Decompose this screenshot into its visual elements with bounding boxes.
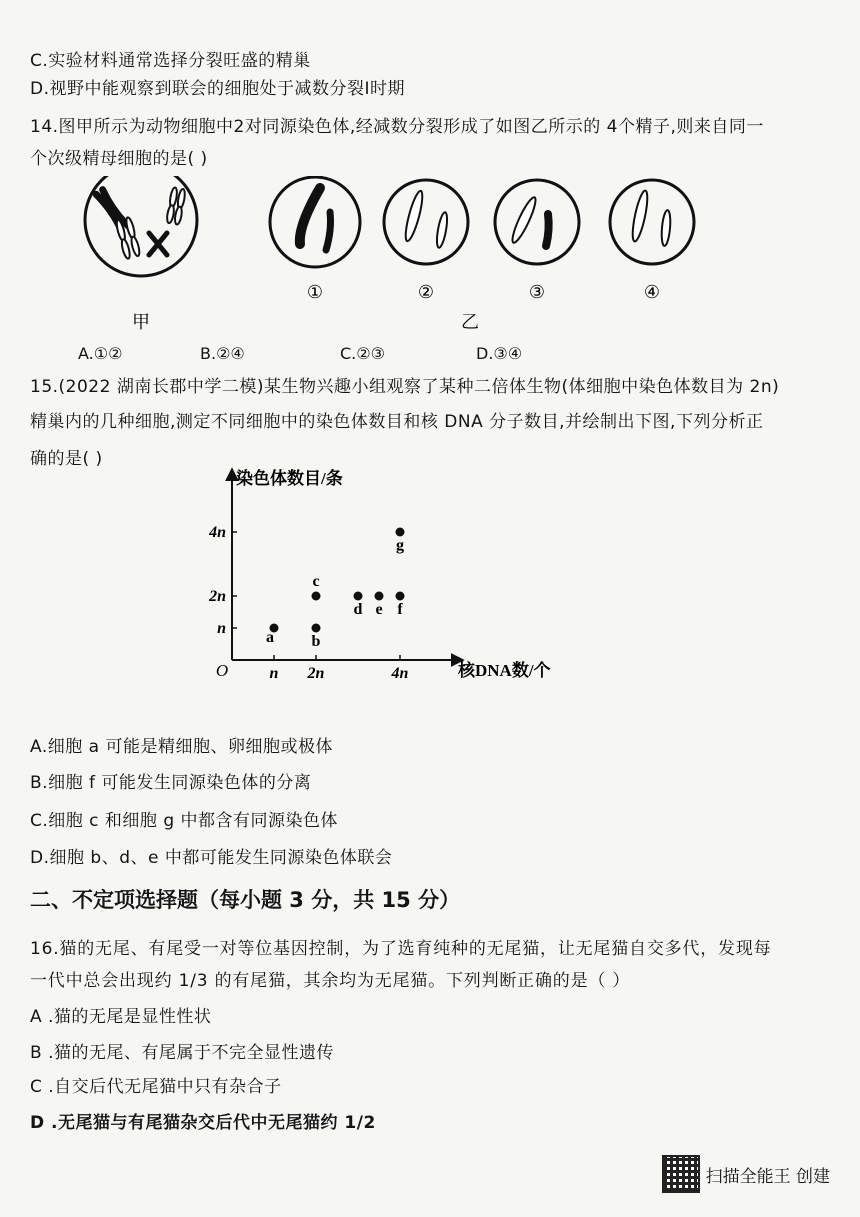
data-label-f: f [397,601,403,618]
q16-option-c: C .自交后代无尾猫中只有杂合子 [30,1077,282,1097]
q15-option-d: D.细胞 b、d、e 中都可能发生同源染色体联会 [30,848,393,868]
data-label-e: e [375,601,383,618]
sperm-1 [270,177,360,267]
q16-option-b: B .猫的无尾、有尾属于不完全显性遗传 [30,1043,334,1063]
q14-option-a: A.①② [78,344,123,363]
scanner-footer [662,1155,830,1193]
q15-scatter-chart [200,462,640,692]
sperm-3 [495,180,579,264]
q14-option-b: B.②④ [200,344,245,363]
sperm-label-4: ④ [643,282,661,302]
q15-stem-line3: 确的是( ) [30,449,103,469]
figure-yi-label: 乙 [461,312,479,332]
y-axis-label: 染色体数目/条 [236,469,343,488]
y-tick-label: 4n [209,524,226,541]
data-label-b: b [311,633,321,650]
q16-stem-line1: 16.猫的无尾、有尾受一对等位基因控制，为了选育纯种的无尾猫，让无尾猫自交多代，发现每 [30,939,772,959]
sperm-label-2: ② [417,282,435,302]
data-point-d [354,592,363,601]
x-tick-label: 2n [307,665,325,682]
chromosome-x-white-1 [166,187,186,225]
chromosome-x-black-2 [149,233,167,255]
section-heading: 二、不定项选择题（每小题 3 分，共 15 分） [30,888,461,912]
data-point-c [312,592,321,601]
qr-code-icon [662,1155,700,1193]
x-tick-label: n [269,665,279,682]
scanner-text: 扫描全能王 创建 [705,1166,830,1187]
x-axis-label: 核DNA数/个 [458,661,551,680]
q16-option-a: A .猫的无尾是显性性状 [30,1007,212,1027]
q14-option-c: C.②③ [340,344,385,363]
q15-option-b: B.细胞 f 可能发生同源染色体的分离 [30,773,312,793]
origin-label: O [215,661,229,680]
q15-option-a: A.细胞 a 可能是精细胞、卵细胞或极体 [30,737,333,757]
sperm-2 [384,180,468,264]
q15-stem-line2: 精巢内的几种细胞,测定不同细胞中的染色体数目和核 DNA 分子数目,并绘制出下图,下列分析正 [30,412,764,432]
data-label-d: d [353,601,363,618]
sperm-4 [610,180,694,264]
q14-stem-line2: 个次级精母细胞的是( ) [30,149,208,169]
y-tick-label: 2n [209,588,226,605]
x-tick-label: 4n [391,665,409,682]
chromosome-x-black-1 [96,190,128,231]
y-tick-label: n [217,620,226,637]
q14-option-d: D.③④ [476,344,523,363]
q14-stem-line1: 14.图甲所示为动物细胞中2对同源染色体,经减数分裂形成了如图乙所示的 4个精子,则来自同一 [30,117,764,137]
chromosome-x-white-2 [115,217,141,260]
q15-option-c: C.细胞 c 和细胞 g 中都含有同源染色体 [30,811,339,831]
data-label-a: a [266,629,274,646]
figure-jia-label: 甲 [132,312,150,332]
q16-option-d: D .无尾猫与有尾猫杂交后代中无尾猫约 1/2 [30,1113,376,1133]
data-point-f [396,592,405,601]
prev-option-d: D.视野中能观察到联会的细胞处于减数分裂Ⅰ时期 [30,79,406,99]
q15-stem-line1: 15.(2022 湖南长郡中学二模)某生物兴趣小组观察了某种二倍体生物(体细胞中染色体数目为 2n) [30,377,780,397]
data-point-e [375,592,384,601]
data-point-b [312,624,321,633]
prev-option-c: C.实验材料通常选择分裂旺盛的精巢 [30,51,311,71]
q16-stem-line2: 一代中总会出现约 1/3 的有尾猫，其余均为无尾猫。下列判断正确的是（ ） [30,971,631,991]
sperm-label-1: ① [306,282,324,302]
cell-jia [85,176,197,276]
data-label-g: g [396,537,404,554]
data-point-g [396,528,405,537]
sperm-label-3: ③ [528,282,546,302]
q14-figure [0,176,860,356]
data-label-c: c [312,573,320,590]
